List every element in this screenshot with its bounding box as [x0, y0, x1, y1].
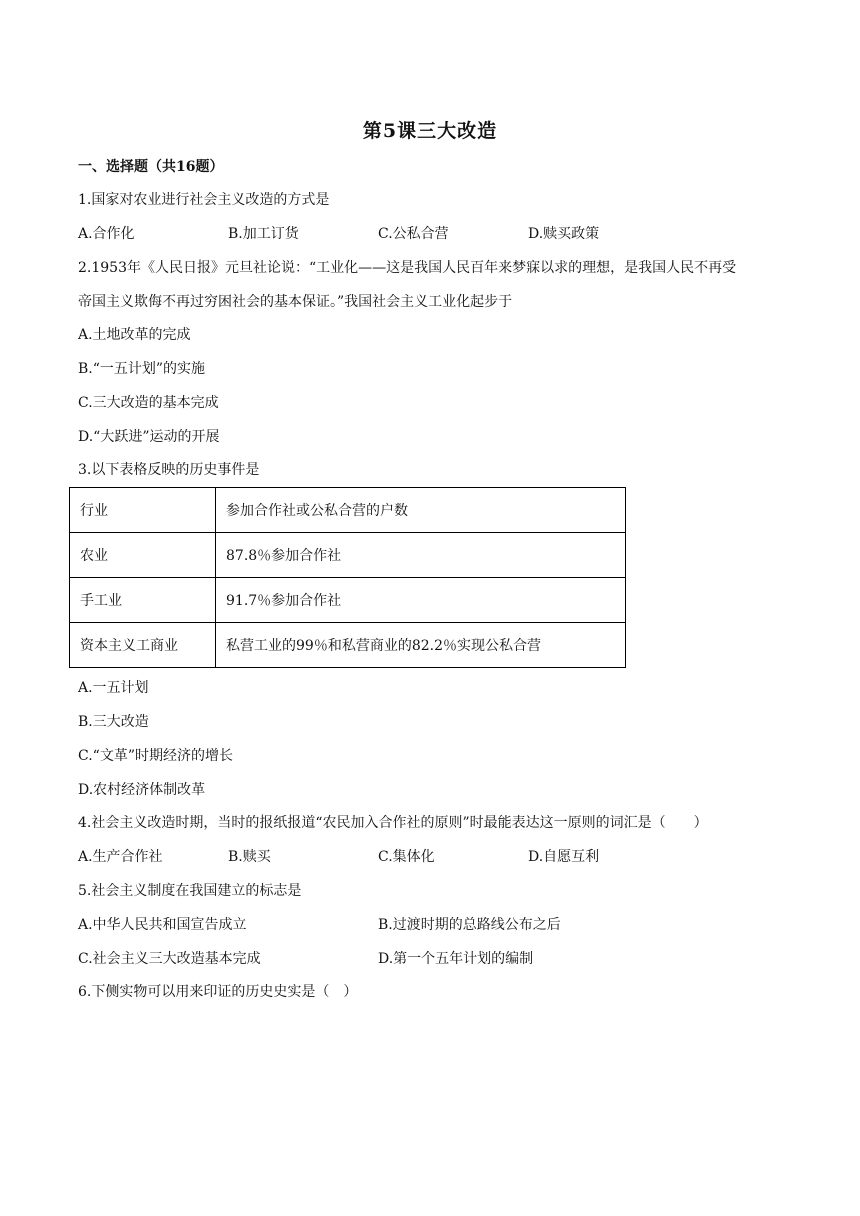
question-5-stem: 5.社会主义制度在我国建立的标志是: [78, 883, 302, 899]
table-header-cell: 参加合作社或公私合营的户数: [216, 488, 626, 533]
question-1-option-d: D.赎买政策: [528, 226, 600, 242]
question-4-option-c: C.集体化: [378, 849, 435, 865]
question-2-option-c: C.三大改造的基本完成: [78, 395, 219, 411]
table-cell: 私营工业的99％和私营商业的82.2％实现公私合营: [216, 623, 626, 668]
question-1-option-a: A.合作化: [78, 226, 135, 242]
table-row: [70, 533, 626, 578]
table-cell: 资本主义工商业: [70, 623, 216, 668]
question-1-option-b: B.加工订货: [228, 226, 299, 242]
question-5-option-a: A.中华人民共和国宣告成立: [78, 917, 247, 933]
question-4-option-d: D.自愿互利: [528, 849, 600, 865]
table-cell: 91.7％参加合作社: [216, 578, 626, 623]
question-1-stem: 1.国家对农业进行社会主义改造的方式是: [78, 192, 330, 208]
question-3-stem: 3.以下表格反映的历史事件是: [78, 462, 260, 478]
question-2-stem-line-2: 帝国主义欺侮不再过穷困社会的基本保证。”我国社会主义工业化起步于: [78, 294, 513, 310]
question-2-option-a: A.土地改革的完成: [78, 327, 191, 343]
question-3-option-a: A.一五计划: [78, 680, 149, 696]
question-2-option-d: D.“大跃进”运动的开展: [78, 429, 220, 445]
table-cell: 农业: [70, 533, 216, 578]
section-heading: 一、选择题（共16题）: [78, 159, 224, 175]
question-5-option-b: B.过渡时期的总路线公布之后: [378, 917, 561, 933]
table-header-row: [70, 488, 626, 533]
question-1-option-c: C.公私合营: [378, 226, 449, 242]
question-3-option-b: B.三大改造: [78, 714, 149, 730]
question-4-stem: 4.社会主义改造时期，当时的报纸报道“农民加入合作社的原则”时最能表达这一原则的词汇是（ ）: [78, 815, 708, 831]
question-5-option-c: C.社会主义三大改造基本完成: [78, 951, 261, 967]
question-3-table: [69, 487, 626, 668]
question-5-option-d: D.第一个五年计划的编制: [378, 951, 534, 967]
table-row: [70, 623, 626, 668]
question-6-stem: 6.下侧实物可以用来印证的历史史实是（ ）: [78, 984, 358, 1000]
question-4-option-a: A.生产合作社: [78, 849, 163, 865]
question-3-option-c: C.“文革”时期经济的增长: [78, 748, 233, 764]
page-title: 第5课三大改造: [362, 120, 498, 142]
question-2-stem-line-1: 2.1953年《人民日报》元旦社论说：“工业化——这是我国人民百年来梦寐以求的理想，是我国人民不再受: [78, 260, 737, 276]
table-row: [70, 578, 626, 623]
table-header-cell: 行业: [70, 488, 216, 533]
question-3-option-d: D.农村经济体制改革: [78, 782, 206, 798]
table-cell: 手工业: [70, 578, 216, 623]
table-cell: 87.8％参加合作社: [216, 533, 626, 578]
question-4-option-b: B.赎买: [228, 849, 271, 865]
question-2-option-b: B.“一五计划”的实施: [78, 361, 206, 377]
